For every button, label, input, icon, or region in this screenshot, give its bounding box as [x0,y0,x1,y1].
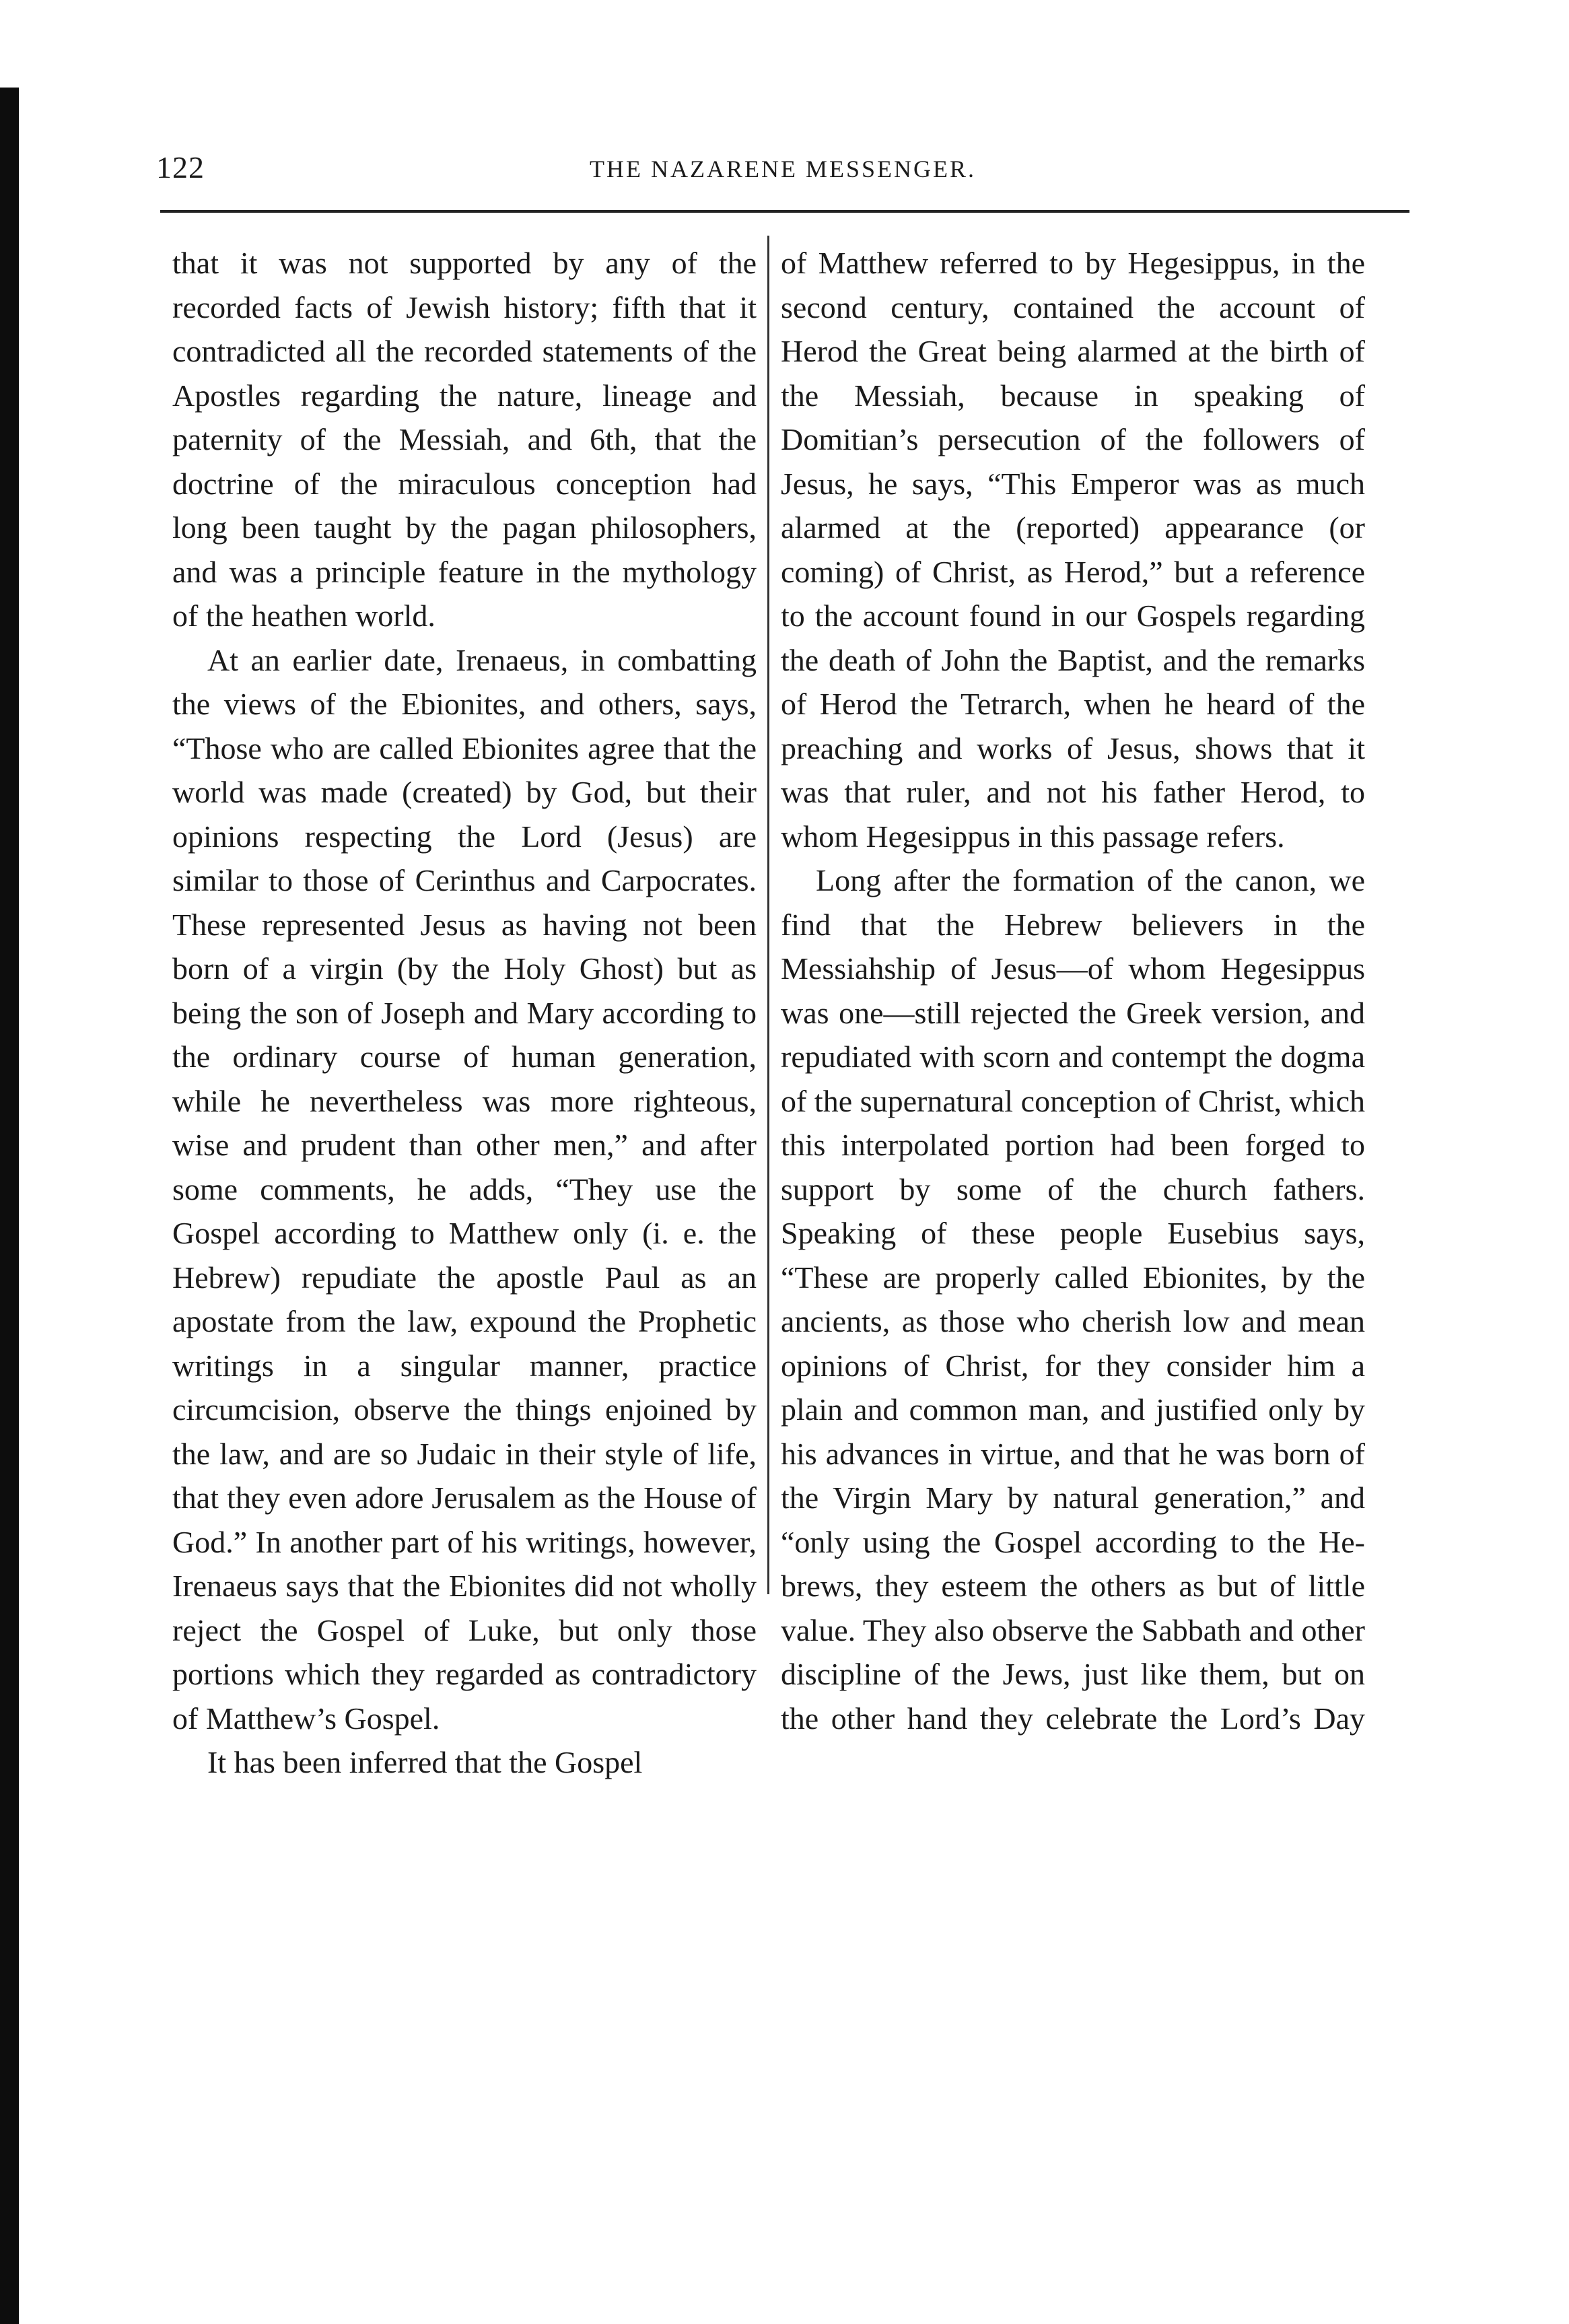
column-divider [767,236,769,1594]
scan-edge-shadow [0,88,19,2324]
right-paragraph-1: of Matthew referred to by Hegesippus, in the second century, contained the account of Herod the Great being alarmed at the birth of the Messiah, because in speaking of Domitian’s persecution of the followers of Jesus, he says, “This Emperor was as much alarmed at the (reported) appearance (or coming) of Christ, as Herod,” but a reference to the account found in our Gospels regarding the death of John the Baptist, and the remarks of Herod the Tetrarch, when he heard of the preaching and works of Jesus, shows that it was that ruler, and not his father Herod, to whom Hegesippus in this passage refers. [781,246,1365,854]
left-paragraph-1: that it was not supported by any of the recorded facts of Jewish history; fifth that it contradicted all the recorded statements of the Apostles regarding the nature, lineage and paternity of the Messiah, and 6th, that the doctrine of the miraculous conception had long been taught by the pagan philosophers, and was a principle feature in the mythology of the heathen world. [172,246,757,633]
left-paragraph-3: It has been inferred that the Gospel [207,1745,643,1779]
page-number: 122 [156,150,205,184]
header-rule [160,210,1409,213]
page-header [156,149,1409,190]
left-paragraph-2: At an earlier date, Irenaeus, in combatting the views of the Ebionites, and others, says, “Those who are called Ebionites agree that the world was made (created) by God, but their opinions respecting the Lord (Jesus) are similar to those of Cerinthus and Carpocrates. These represented Jesus as having not been born of a virgin (by the Holy Ghost) but as being the son of Joseph and Mary according to the ordinary course of human generation, while he nevertheless was more righteous, wise and prudent than other men,” and after some comments, he adds, “They use the Gospel according to Matthew only (i. e. the Hebrew) repudiate the apostle Paul as an apostate from the law, expound the Prophetic writings in a singular manner, practice circumcision, observe the things enjoined by the law, and are so Judaic in their style of life, that they even adore Jerusalem as the House of God.” In another part of his writings, however, Irenaeus says that the Ebionites did not wholly reject the Gospel of Luke, but only those portions which they regarded as contradictory of Matthew’s Gospel. [172,642,757,1736]
left-column [172,241,757,1785]
running-title: THE NAZARENE MESSENGER. [590,156,976,182]
right-column [781,241,1365,1740]
right-paragraph-2: Long after the formation of the canon, we find that the Hebrew believers in the Messiahship of Jesus—of whom Hegesippus was one—still rejected the Greek version, and repudiated with scorn and contempt the dogma of the supernatural conception of Christ, which this interpolated portion had been forged to support by some of the church fathers. Speaking of these people Eusebius says, “These are properly called Ebionites, by the ancients, as those who cherish low and mean opinions of Christ, for they consider him a plain and common man, and justified only by his advances in virtue, and that he was born of the Virgin Mary by natural generation,” and “only using the Gospel according to the Hebrews, they esteem the others as but of little value. They also observe the Sabbath and other discipline of the Jews, just like them, but on the other hand they celebrate the Lord’s Day [781,863,1365,1736]
